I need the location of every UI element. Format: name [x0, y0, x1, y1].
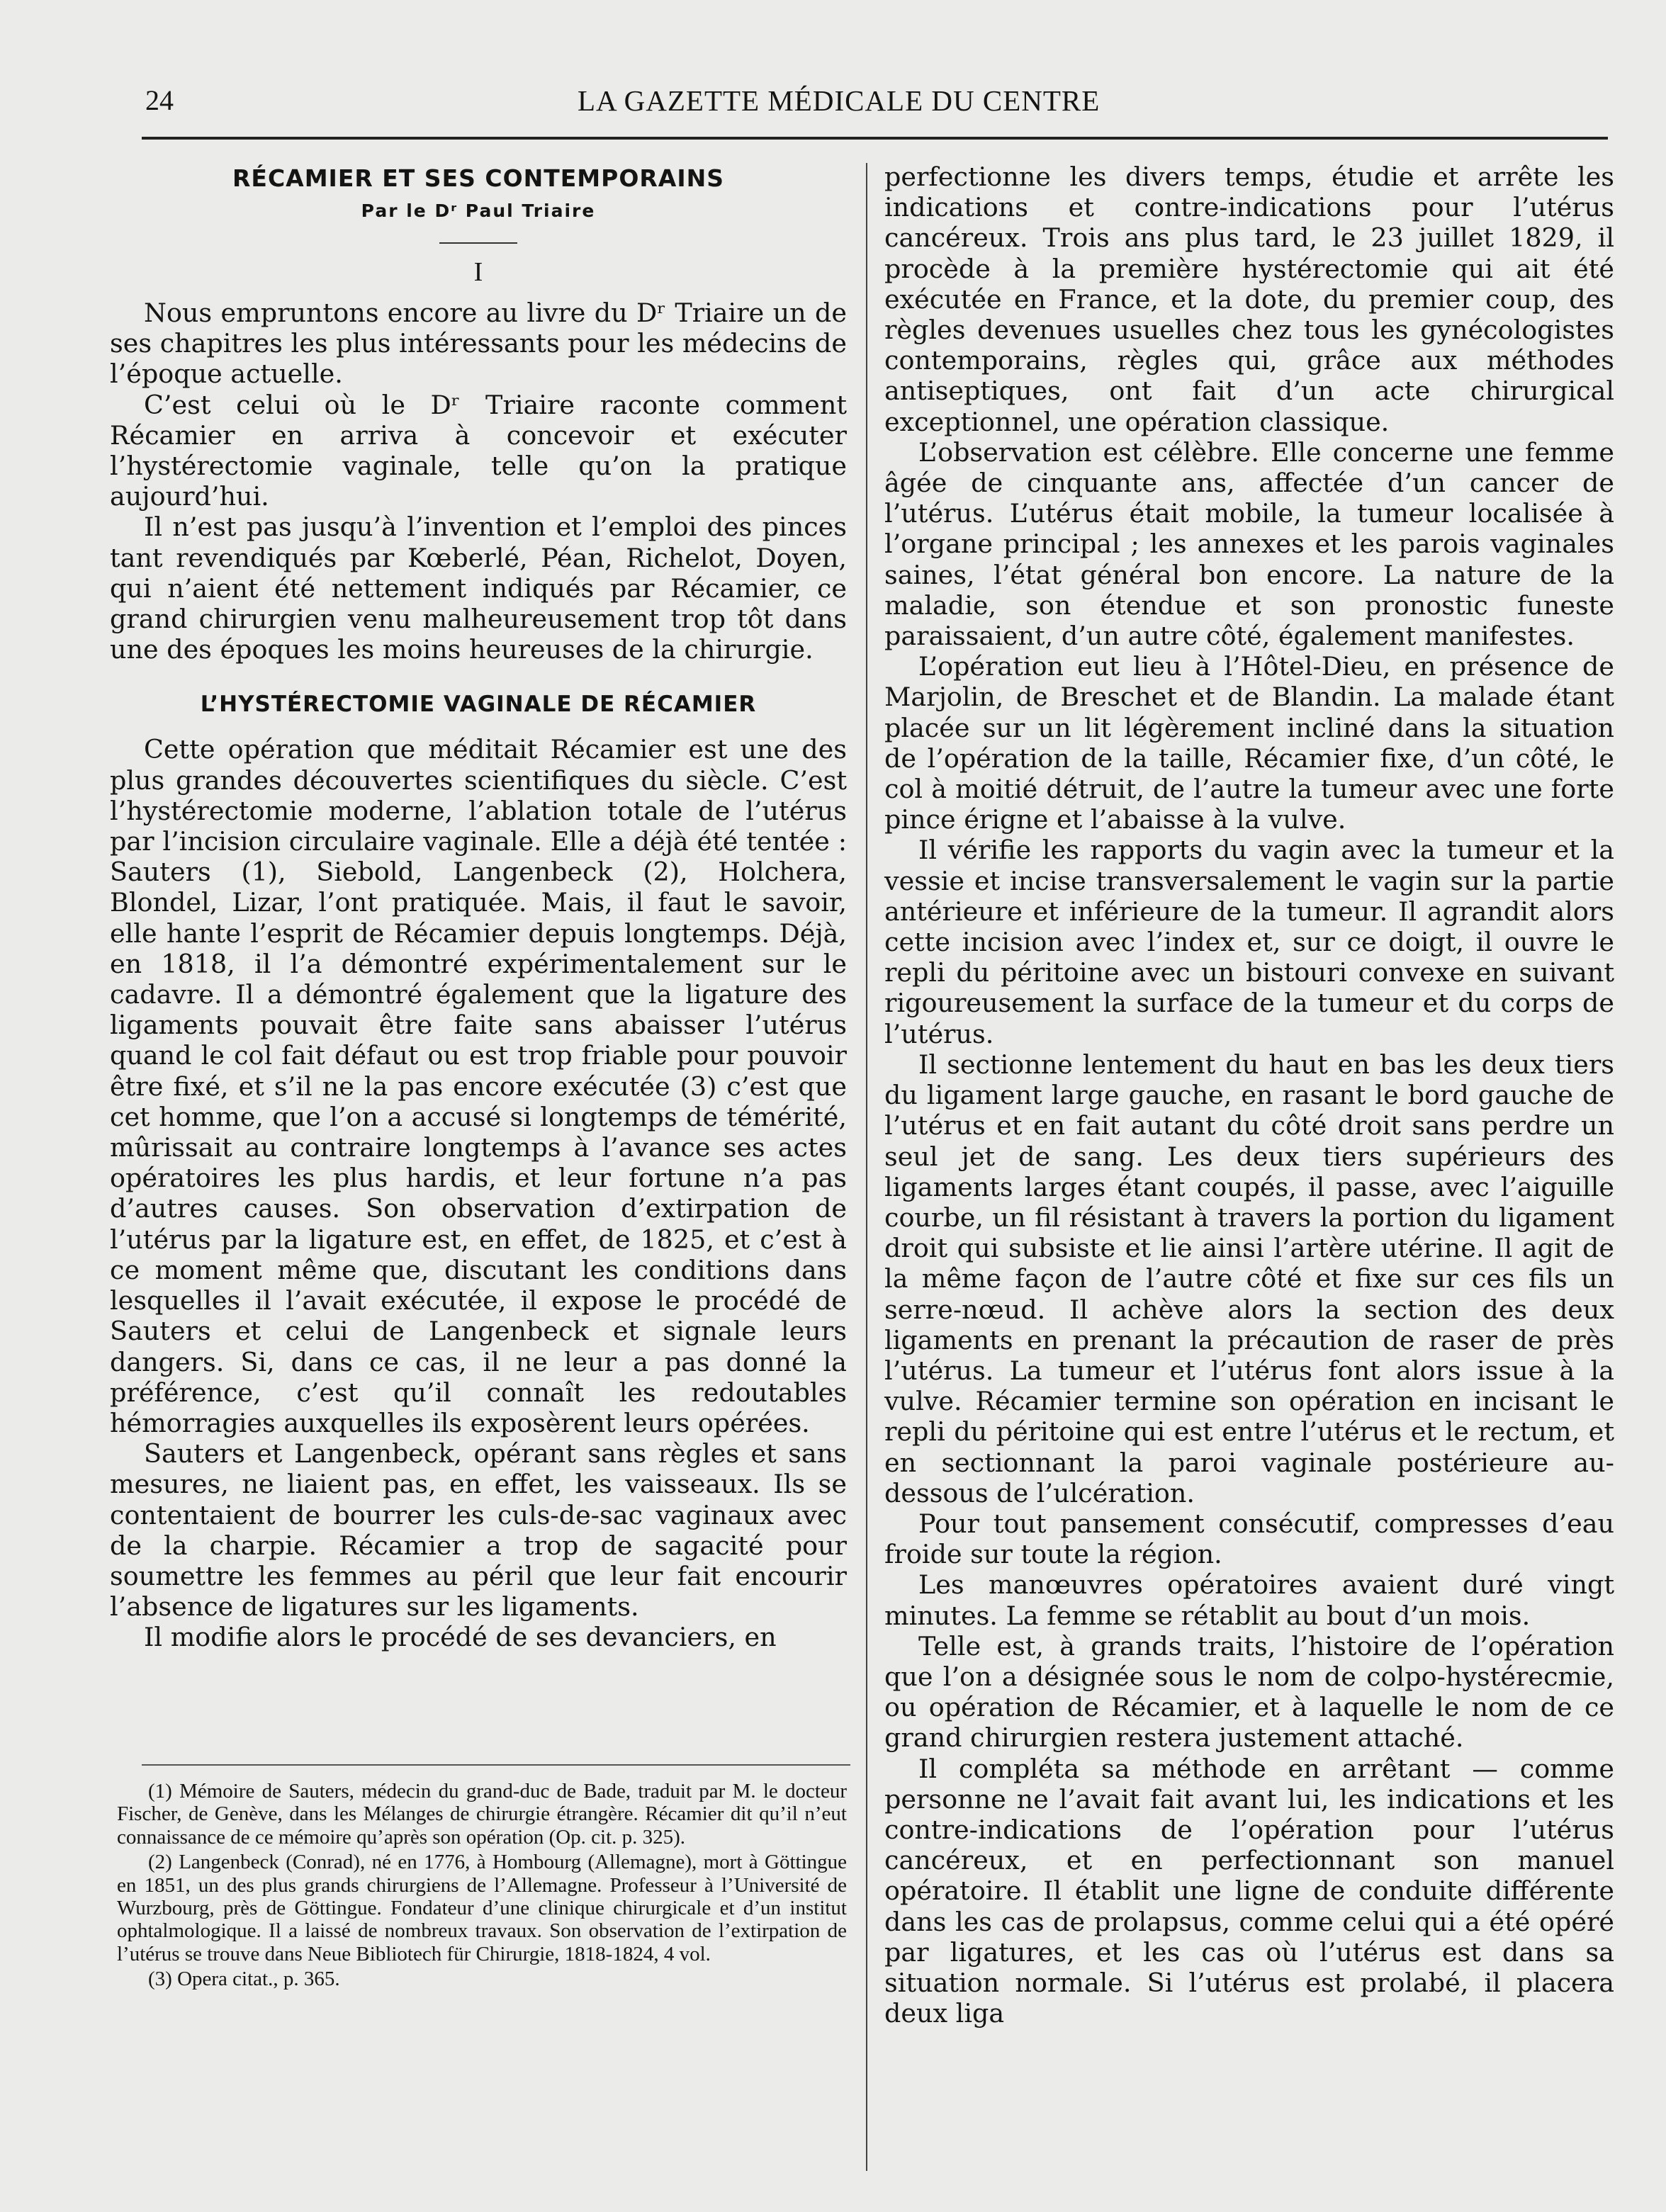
paragraph: Il compléta sa méthode en arrêtant — comme personne ne l’avait fait avant lui, les indications et les contre-indications de l’opération pour l’utérus cancéreux, et en perfectionnant son manuel opératoire. Il établit une ligne de conduite différente dans les cas de prolapsus, comme celui qui a été opéré par ligatures, et les cas où l’utérus est dans sa situation normale. Si l’utérus est prolabé, il placera deux liga — [884, 1753, 1614, 2029]
footnotes — [117, 1780, 847, 1993]
article-title: RÉCAMIER ET SES CONTEMPORAINS — [232, 164, 724, 192]
paragraph: Cette opération que méditait Récamier est une des plus grandes découvertes scientifiques du siècle. C’est l’hystérectomie moderne, l’ablation totale de l’utérus par l’incision circulaire vaginale. Elle a déjà été tentée : Sauters (1), Siebold, Langenbeck (2), Holchera, Blondel, Lizar, l’ont pratiquée. Mais, il faut le savoir, elle hante l’esprit de Récamier depuis longtemps. Déjà, en 1818, il l’a démontré expérimentalement sur le cadavre. Il a démontré également que la ligature des ligaments pouvait être faite sans abaisser l’utérus quand le col fait défaut ou est trop friable pour pouvoir être fixé, et s’il ne la pas encore exécutée (3) c’est que cet homme, que l’on a accusé si longtemps de témérité, mûrissait au contraire longtemps à l’avance ses actes opératoires les plus hardis, et leur fortune n’a pas d’autres causes. Son observation d’extirpation de l’utérus par la ligature est, en effet, de 1825, et c’est à ce moment même que, discutant les conditions dans lesquelles il l’avait exécutée, il expose le procédé de Sauters et celui de Langenbeck et signale leurs dangers. Si, dans ce cas, il ne leur a pas donné la préférence, c’est qu’il connaît les redoutables hémorragies auxquelles ils exposèrent leurs opérées. — [110, 734, 847, 1438]
column-divider — [866, 163, 867, 2171]
paragraph: Sauters et Langenbeck, opérant sans règles et sans mesures, ne liaient pas, en effet, les vaisseaux. Ils se contentaient de bourrer les culs-de-sac vaginaux avec de la charpie. Récamier a trop de sagacité pour soumettre les femmes au péril que leur fait encourir l’absence de ligatures sur les ligaments. — [110, 1438, 847, 1623]
paragraph: Il vérifie les rapports du vagin avec la tumeur et la vessie et incise transversalement le vagin sur la partie antérieure et inférieure de la tumeur. Il agrandit alors cette incision avec l’index et, sur ce doigt, il ouvre le repli du péritoine avec un bistouri convexe en suivant rigoureusement la surface de la tumeur et du corps de l’utérus. — [884, 835, 1614, 1049]
paragraph: Il modifie alors le procédé de ses devanciers, en — [144, 1622, 777, 1653]
paragraph: perfectionne les divers temps, étudie et arrête les indications et contre-indications pour l’utérus cancéreux. Trois ans plus tard, le 23 juillet 1829, il procède à la première hystérectomie qui ait été exécutée en France, et la dote, du premier coup, des règles devenues usuelles chez tous les gynécologistes contemporains, règles qui, grâce aux méthodes antiseptiques, ont fait d’un acte chirurgical exceptionnel, une opération classique. — [884, 162, 1614, 437]
paragraph: C’est celui où le Dʳ Triaire raconte comment Récamier en arriva à concevoir et exécuter l’hystérectomie vaginale, telle qu’on la pratique aujourd’hui. — [110, 389, 847, 512]
page-number: 24 — [145, 84, 174, 116]
section-heading: L’HYSTÉRECTOMIE VAGINALE DE RÉCAMIER — [200, 692, 757, 718]
paragraph: Il n’est pas jusqu’à l’invention et l’emploi des pinces tant revendiqués par Kœberlé, Péan, Richelot, Doyen, qui n’aient été nettement indiqués par Récamier, ce grand chirurgien venu malheureusement trop tôt dans une des époques les moins heureuses de la chirurgie. — [110, 512, 847, 665]
footnote-rule — [142, 1764, 850, 1766]
journal-title: LA GAZETTE MÉDICALE DU CENTRE — [578, 84, 1101, 117]
paragraph: Les manœuvres opératoires avaient duré vingt minutes. La femme se rétablit au bout d’un mois. — [884, 1569, 1614, 1631]
paragraph: Il sectionne lentement du haut en bas les deux tiers du ligament large gauche, en rasant le bord gauche de l’utérus et en fait autant du côté droit sans perdre un seul jet de sang. Les deux tiers supérieurs des ligaments larges étant coupés, il passe, avec l’aiguille courbe, un fil résistant à travers la portion du ligament droit qui subsiste et lie ainsi l’artère utérine. Il agit de la même façon de l’autre côté et fixe sur ces fils un serre-nœud. Il achève alors la section des deux ligaments en prenant la précaution de raser de près l’utérus. La tumeur et l’utérus font alors issue à la vulve. Récamier termine son opération en incisant le repli du péritoine qui est entre l’utérus et le rectum, et en sectionnant la paroi vaginale postérieure au-dessous de l’ulcération. — [884, 1049, 1614, 1508]
left-column — [110, 162, 847, 1653]
paragraph: L’observation est célèbre. Elle concerne une femme âgée de cinquante ans, affectée d’un cancer de l’utérus. L’utérus était mobile, la tumeur localisée à l’organe principal ; les annexes et les parois vaginales saines, l’état général bon encore. La nature de la maladie, son étendue et son pronostic funeste paraissaient, d’un autre côté, également manifestes. — [884, 436, 1614, 652]
paragraph: L’opération eut lieu à l’Hôtel-Dieu, en présence de Marjolin, de Breschet et de Blandin. La malade étant placée sur un lit légèrement incliné dans la situation de l’opération de la taille, Récamier fixe, d’un côté, le col à moitié détruit, de l’autre la tumeur avec une forte pince érigne et l’abaisse à la vulve. — [884, 651, 1614, 835]
paragraph: Nous empruntons encore au livre du Dʳ Triaire un de ses chapitres les plus intéressants pour les médecins de l’époque actuelle. — [110, 298, 847, 390]
paragraph: Telle est, à grands traits, l’histoire de l’opération que l’on a désignée sous le nom de colpo-hystérecmie, ou opération de Récamier, et à laquelle le nom de ce grand chirurgien restera justement attaché. — [884, 1630, 1614, 1754]
footnote: (1) Mémoire de Sauters, médecin du grand-duc de Bade, traduit par M. le docteur Fischer, de Genève, dans les Mélanges de chirurgie étrangère. Récamier dit qu’il n’eut connaissance de ce mémoire qu’après son opération (Op. cit. p. 325). — [117, 1780, 847, 1849]
header-rule — [142, 137, 1608, 140]
section-number: I — [473, 257, 483, 287]
title-rule — [439, 242, 517, 244]
footnote: (3) Opera citat., p. 365. — [148, 1968, 340, 1991]
paragraph: Pour tout pansement consécutif, compresses d’eau froide sur toute la région. — [884, 1508, 1614, 1570]
running-head — [145, 84, 1595, 128]
article-byline: Par le Dʳ Paul Triaire — [361, 201, 596, 221]
footnote: (2) Langenbeck (Conrad), né en 1776, à Hombourg (Allemagne), mort à Göttingue en 1851, un des plus grands chirurgiens de l’Allemagne. Professeur à l’Université de Wurzbourg, près de Göttingue. Fondateur d’une clinique chirurgicale et d’un institut ophtalmologique. Il a laissé de nombreux travaux. Son observation de l’extirpation de l’utérus se trouve dans Neue Bibliotech für Chirurgie, 1818-1824, 4 vol. — [117, 1851, 847, 1965]
article-title-block — [110, 164, 847, 288]
right-column — [884, 162, 1614, 2028]
